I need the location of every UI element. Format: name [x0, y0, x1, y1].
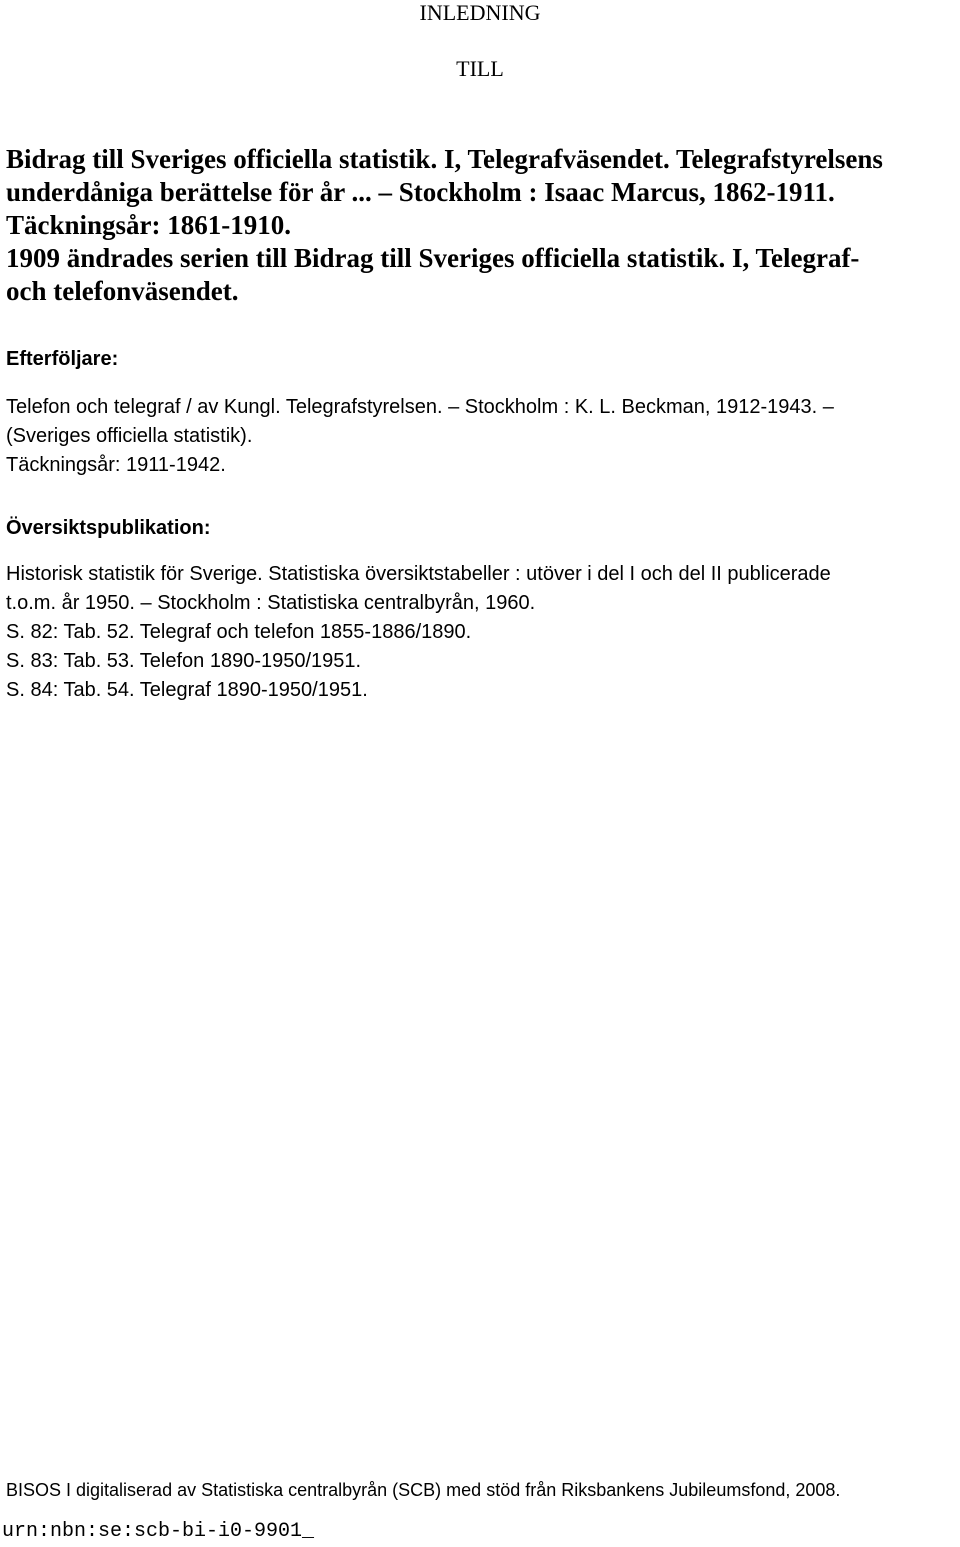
digitization-credit: BISOS I digitaliserad av Statistiska centralbyrån (SCB) med stöd från Riksbankens Jubileumsfond, 2008. — [6, 1480, 841, 1500]
urn-identifier: urn:nbn:se:scb-bi-i0-9901_ — [2, 1520, 315, 1543]
series-title-line: Bidrag till Sveriges officiella statistik. I, Telegrafväsendet. Telegrafstyrelsens — [6, 144, 883, 174]
overview-line: t.o.m. år 1950. – Stockholm : Statistiska centralbyrån, 1960. — [6, 592, 536, 614]
overview-line: S. 82: Tab. 52. Telegraf och telefon 1855-1886/1890. — [6, 621, 472, 643]
overview-line: S. 84: Tab. 54. Telegraf 1890-1950/1951. — [6, 679, 368, 701]
series-title-line: 1909 ändrades serien till Bidrag till Sveriges officiella statistik. I, Telegraf- — [6, 243, 860, 273]
series-title-line: underdåniga berättelse för år ... – Stockholm : Isaac Marcus, 1862-1911. — [6, 177, 835, 207]
overview-body — [6, 560, 954, 705]
series-title-line: Täckningsår: 1861-1910. — [6, 210, 292, 240]
overview-line: S. 83: Tab. 53. Telefon 1890-1950/1951. — [6, 650, 362, 672]
series-title-line: och telefonväsendet. — [6, 276, 239, 306]
successor-line: Täckningsår: 1911-1942. — [6, 454, 226, 476]
overview-line: Historisk statistik för Sverige. Statistiska översiktstabeller : utöver i del I och del II publicerade — [6, 563, 831, 585]
series-title-block — [6, 143, 951, 308]
overview-heading: Översiktspublikation: — [6, 517, 211, 539]
successor-line: (Sveriges officiella statistik). — [6, 425, 253, 447]
successor-line: Telefon och telegraf / av Kungl. Telegrafstyrelsen. – Stockholm : K. L. Beckman, 1912-1943. – — [6, 396, 834, 418]
page-subtitle: TILL — [456, 56, 504, 81]
successor-heading: Efterföljare: — [6, 348, 119, 370]
page-title: INLEDNING — [419, 0, 541, 25]
successor-body — [6, 393, 954, 480]
